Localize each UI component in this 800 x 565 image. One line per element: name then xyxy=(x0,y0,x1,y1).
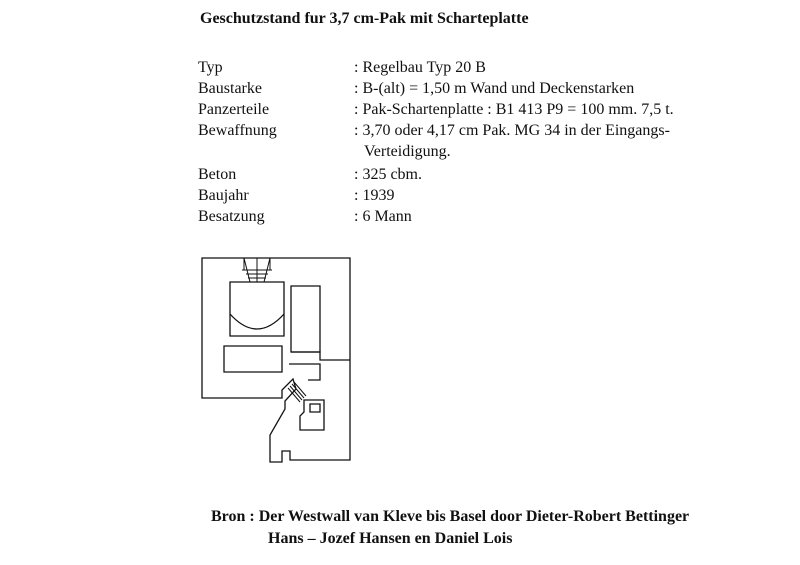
source-citation xyxy=(211,506,689,550)
source-line-1: Bron : Der Westwall van Kleve bis Basel door Dieter-Robert Bettinger xyxy=(211,508,690,525)
spec-value-text: : 1939 xyxy=(354,187,395,204)
spec-value xyxy=(354,120,754,162)
spec-label: Baustarke xyxy=(198,80,262,97)
spec-value-text: : 325 cbm. xyxy=(354,166,422,183)
gun-arc xyxy=(230,314,284,329)
spec-label: Bewaffnung xyxy=(198,122,277,139)
spec-label: Panzerteile xyxy=(198,101,270,118)
spec-value-text: : 6 Mann xyxy=(354,208,412,225)
spec-value-text: : Pak-Schartenplatte : B1 413 P9 = 100 mm. 7,5 t. xyxy=(354,101,674,118)
spec-label: Besatzung xyxy=(198,208,265,225)
adjoining-room xyxy=(291,286,320,352)
spec-value xyxy=(354,78,754,99)
spec-value xyxy=(354,99,754,120)
spec-value xyxy=(354,185,754,206)
crew-room xyxy=(224,346,282,372)
source-line-2: Hans – Jozef Hansen en Daniel Lois xyxy=(268,530,513,547)
spec-value xyxy=(354,206,754,227)
gun-room xyxy=(230,282,284,336)
spec-label: Baujahr xyxy=(198,187,249,204)
spec-value-continuation: Verteidigung. xyxy=(364,143,451,160)
spec-value xyxy=(354,57,754,78)
bunker-floor-plan xyxy=(196,252,361,480)
spec-value-text: : B-(alt) = 1,50 m Wand und Deckenstarken xyxy=(354,80,635,97)
spec-value-text: : 3,70 oder 4,17 cm Pak. MG 34 in der Eingangs- xyxy=(354,122,670,139)
corridor xyxy=(289,352,350,380)
entrance-steps xyxy=(288,382,306,402)
spec-label: Typ xyxy=(198,59,223,76)
spec-value xyxy=(354,164,754,185)
spec-label: Beton xyxy=(198,166,237,183)
document-title: Geschutzstand fur 3,7 cm-Pak mit Scharteplatte xyxy=(200,10,529,27)
spec-value-text: : Regelbau Typ 20 B xyxy=(354,59,486,76)
embrasure-plate xyxy=(242,258,272,282)
